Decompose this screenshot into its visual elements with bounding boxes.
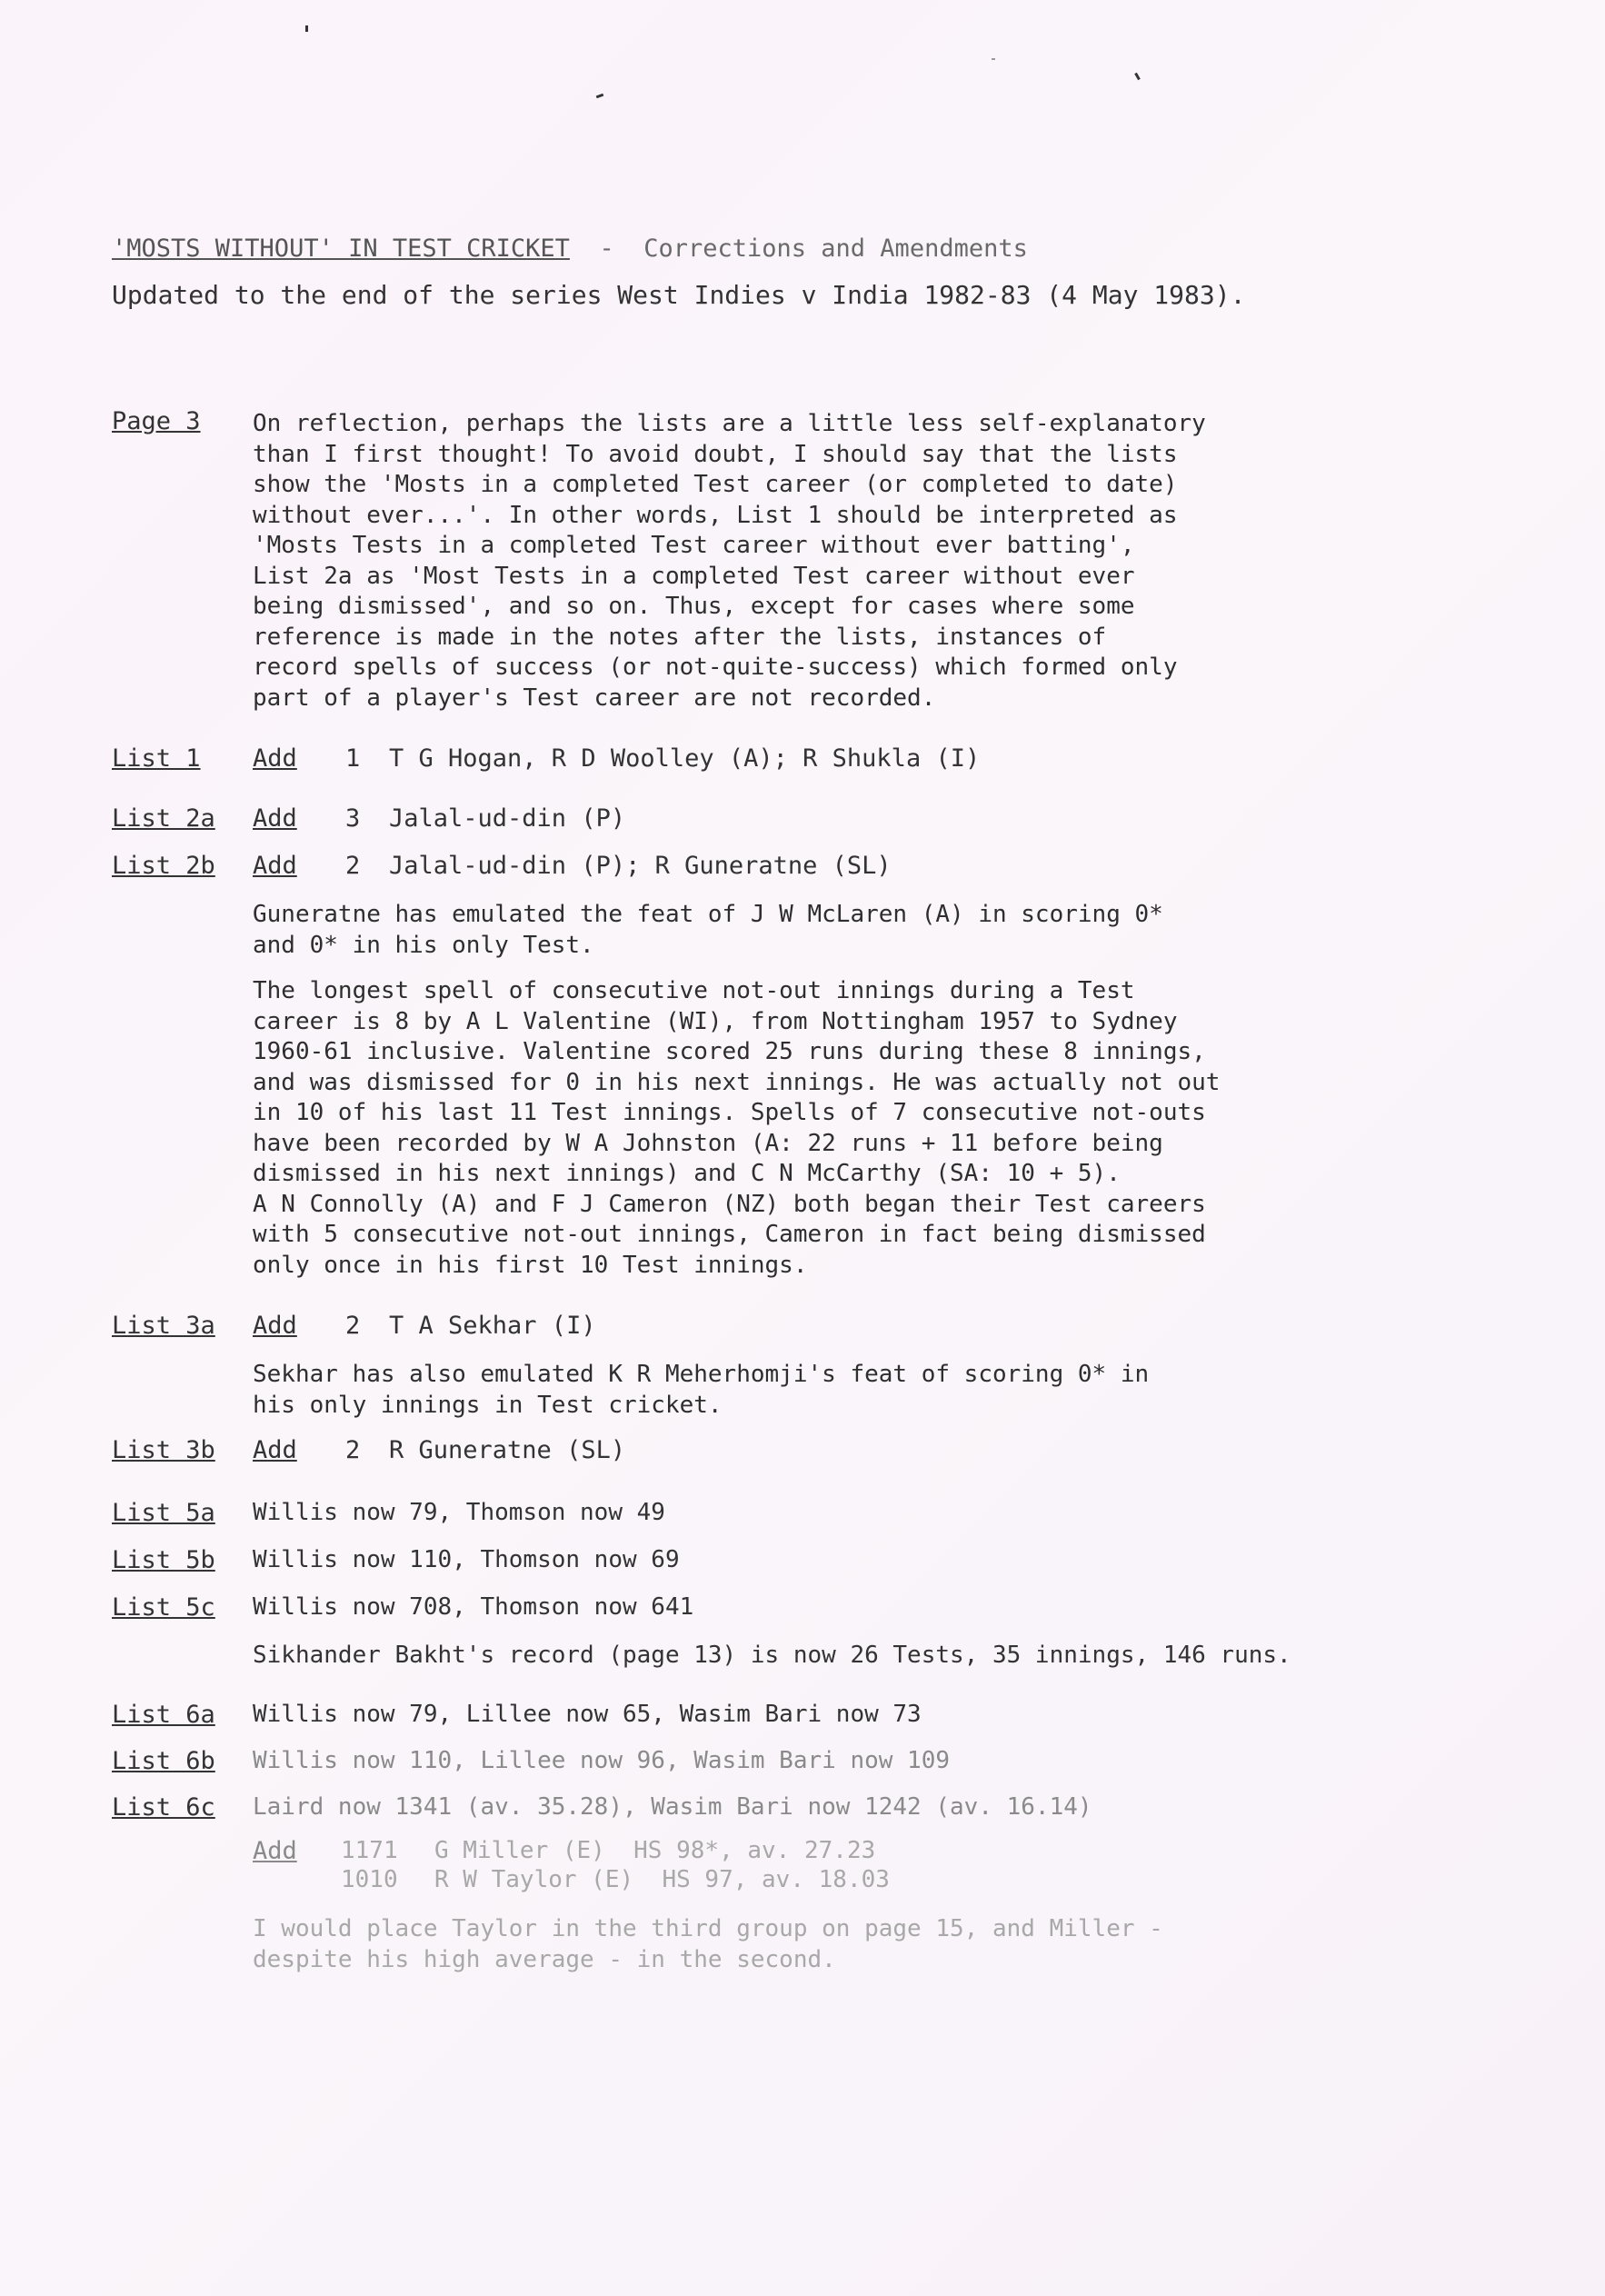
list5c-note: Sikhander Bakht's record (page 13) is now 26 Tests, 35 innings, 146 runs. [253, 1642, 1291, 1669]
scan-speck [596, 94, 604, 99]
update-line: Updated to the end of the series West Indies v India 1982-83 (4 May 1983). [112, 280, 1246, 310]
list3a-entry: T A Sekhar (I) [389, 1312, 596, 1340]
list6b-label: List 6b [112, 1747, 215, 1775]
list5a-label: List 5a [112, 1499, 215, 1527]
scan-speck [305, 25, 308, 32]
list6c-row1-entry: G Miller (E) HS 98*, av. 27.23 [434, 1837, 876, 1864]
list6c-row1-num: 1171 [341, 1837, 398, 1864]
document-title: 'MOSTS WITHOUT' IN TEST CRICKET [112, 235, 570, 263]
scan-speck [1134, 73, 1141, 80]
list1-add: Add [253, 744, 297, 773]
list3a-label: List 3a [112, 1312, 215, 1340]
list2a-add: Add [253, 804, 297, 833]
list2b-note1: Guneratne has emulated the feat of J W McLaren (A) in scoring 0* and 0* in his only Test. [253, 901, 1163, 959]
list6b-text: Willis now 110, Lillee now 96, Wasim Bari now 109 [253, 1747, 951, 1774]
list3b-label: List 3b [112, 1436, 215, 1464]
list6c-row2-num: 1010 [341, 1866, 398, 1893]
list2b-label: List 2b [112, 852, 215, 880]
page3-label: Page 3 [112, 407, 201, 435]
list3b-num: 2 [345, 1436, 361, 1464]
list6c-note: I would place Taylor in the third group on page 15, and Miller - despite his high average - in the second. [253, 1915, 1163, 1973]
list2a-label: List 2a [112, 804, 215, 833]
scan-speck [992, 58, 995, 60]
list3b-entry: R Guneratne (SL) [389, 1436, 626, 1464]
list5c-label: List 5c [112, 1593, 215, 1622]
list2a-entry: Jalal-ud-din (P) [389, 804, 626, 833]
header-dash: - [599, 235, 614, 263]
list6c-add: Add [253, 1837, 297, 1865]
list2b-note2: The longest spell of consecutive not-out innings during a Test career is 8 by A L Valentine (WI), from Nottingham 1957 to Sydney 1960-61 inclusive. Valentine scored 25 runs during these 8 innings, and was dismissed for 0 in his next innings. He was actually not out in 10 of his last 11 Test innings. Spells of 7 consecutive not-outs have been recorded by W A Johnston (A: 22 runs + 11 before being dismissed in his next innings) and C N McCarthy (SA: 10 + 5). A N Connolly (A) and F J Cameron (NZ) both began their Test careers with 5 consecutive not-out innings, Cameron in fact being dismissed only once in his first 10 Test innings. [253, 977, 1221, 1279]
list3a-note: Sekhar has also emulated K R Meherhomji's feat of scoring 0* in his only innings in Test cricket. [253, 1361, 1150, 1419]
list1-num: 1 [345, 744, 361, 773]
list5a-text: Willis now 79, Thomson now 49 [253, 1499, 665, 1526]
document-subtitle: Corrections and Amendments [643, 235, 1028, 263]
list6a-label: List 6a [112, 1701, 215, 1729]
list5c-text: Willis now 708, Thomson now 641 [253, 1593, 694, 1621]
list1-entry: T G Hogan, R D Woolley (A); R Shukla (I) [389, 744, 981, 773]
list3a-add: Add [253, 1312, 297, 1340]
list3b-add: Add [253, 1436, 297, 1464]
document-header [112, 235, 1028, 263]
page3-text: On reflection, perhaps the lists are a little less self-explanatory than I first thought! To avoid doubt, I should say that the lists show the 'Mosts in a completed Test career (or completed to date) without ever...'. In other words, List 1 should be interpreted as 'Mosts Tests in a completed Test career without ever batting', List 2a as 'Most Tests in a completed Test career without ever being dismissed', and so on. Thus, except for cases where some reference is made in the notes after the lists, instances of record spells of success (or not-quite-success) which formed only part of a player's Test career are not recorded. [253, 410, 1206, 712]
list6c-text: Laird now 1341 (av. 35.28), Wasim Bari now 1242 (av. 16.14) [253, 1793, 1092, 1821]
list6a-text: Willis now 79, Lillee now 65, Wasim Bari now 73 [253, 1701, 922, 1728]
list6c-label: List 6c [112, 1793, 215, 1822]
list2b-num: 2 [345, 852, 361, 880]
list3a-num: 2 [345, 1312, 361, 1340]
list1-label: List 1 [112, 744, 201, 773]
list6c-row2-entry: R W Taylor (E) HS 97, av. 18.03 [434, 1866, 890, 1893]
list2b-add: Add [253, 852, 297, 880]
list5b-label: List 5b [112, 1546, 215, 1574]
list2b-entry: Jalal-ud-din (P); R Guneratne (SL) [389, 852, 892, 880]
list2a-num: 3 [345, 804, 361, 833]
list5b-text: Willis now 110, Thomson now 69 [253, 1546, 680, 1573]
